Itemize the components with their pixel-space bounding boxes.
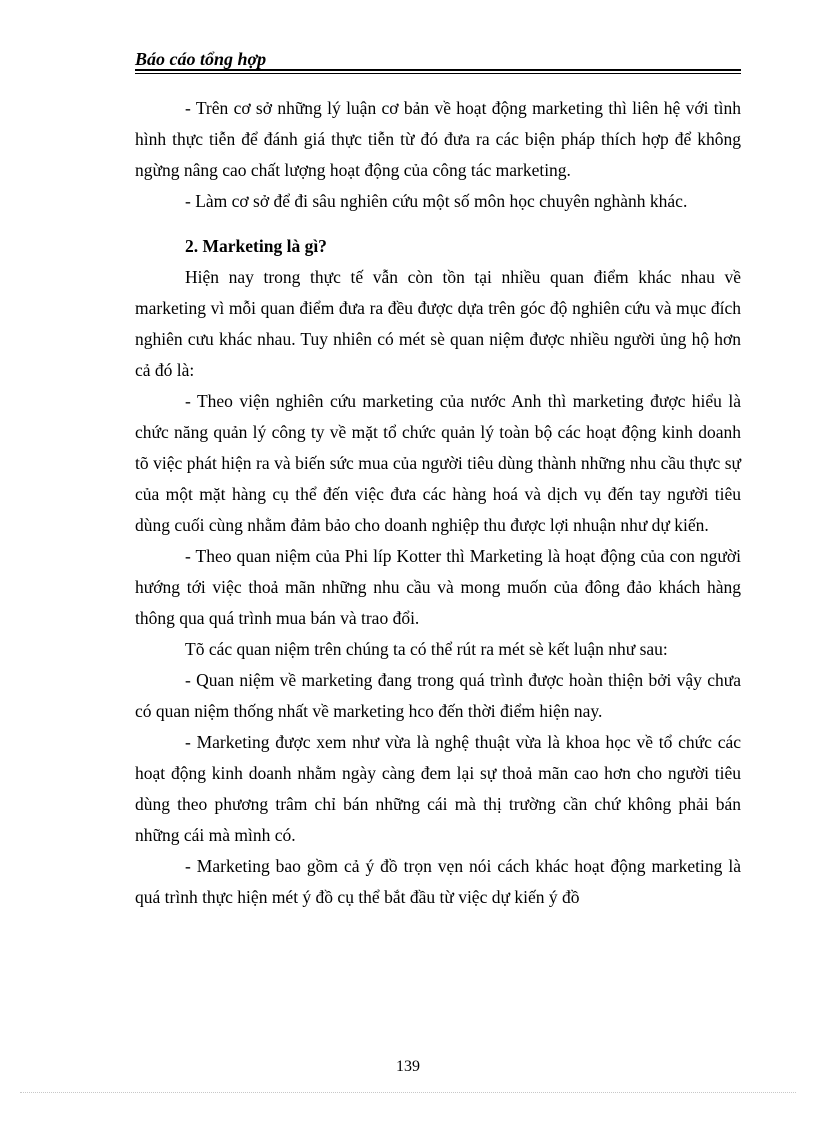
header-rule-thick	[135, 69, 741, 71]
paragraph: - Marketing được xem như vừa là nghệ thuật vừa là khoa học về tổ chức các hoạt động kinh doanh nhằm ngày càng đem lại sự thoả mãn cao hơn cho người tiêu dùng theo phương trâm chỉ bán những cái mà thị trường cần chứ không phải bán những cái mà mình có.	[135, 732, 741, 845]
section-heading: 2. Marketing là gì?	[185, 236, 327, 256]
page-header	[135, 46, 741, 72]
header-rule-thin	[135, 73, 741, 74]
paragraph: - Trên cơ sở những lý luận cơ bản về hoạt động marketing thì liên hệ với tình hình thực tiễn để đánh giá thực tiễn từ đó đưa ra các biện pháp thích hợp để không ngừng nâng cao chất lượng hoạt động của công tác marketing.	[135, 98, 741, 180]
paragraph: - Theo viện nghiên cứu marketing của nước Anh thì marketing được hiểu là chức năng quản lý công ty về mặt tổ chức quản lý toàn bộ các hoạt động kinh doanh tõ việc phát hiện ra và biến sức mua của người tiêu dùng thành những nhu cầu thực sự của một mặt hàng cụ thể đến việc đưa các hàng hoá và dịch vụ đến tay người tiêu dùng cuối cùng nhằm đảm bảo cho doanh nghiệp thu được lợi nhuận như dự kiến.	[135, 391, 741, 535]
page-number: 139	[396, 1058, 420, 1075]
header-title: Báo cáo tổng hợp	[135, 49, 267, 69]
paragraph: - Quan niệm về marketing đang trong quá trình được hoàn thiện bởi vậy chưa có quan niệm thống nhất về marketing hco đến thời điểm hiện nay.	[135, 670, 741, 721]
paragraph: - Theo quan niệm của Phi líp Kotter thì Marketing là hoạt động của con người hướng tới việc thoả mãn những nhu cầu và mong muốn của đông đảo khách hàng thông qua quá trình mua bán và trao đổi.	[135, 546, 741, 628]
document-body	[135, 93, 741, 913]
page-bottom-divider	[20, 1092, 796, 1093]
paragraph: - Marketing bao gồm cả ý đồ trọn vẹn nói cách khác hoạt động marketing là quá trình thực hiện mét ý đồ cụ thể bắt đầu từ việc dự kiến ý đồ	[135, 856, 741, 907]
paragraph: - Làm cơ sở để đi sâu nghiên cứu một số môn học chuyên nghành khác.	[185, 191, 688, 211]
paragraph: Tõ các quan niệm trên chúng ta có thể rút ra mét sè kết luận như sau:	[185, 639, 668, 659]
paragraph: Hiện nay trong thực tế vẫn còn tồn tại nhiều quan điểm khác nhau về marketing vì mỗi quan điểm đưa ra đều được dựa trên góc độ nghiên cứu và mục đích nghiên cưu khác nhau. Tuy nhiên có mét sè quan niệm được nhiều người ủng hộ hơn cả đó là:	[135, 267, 741, 380]
